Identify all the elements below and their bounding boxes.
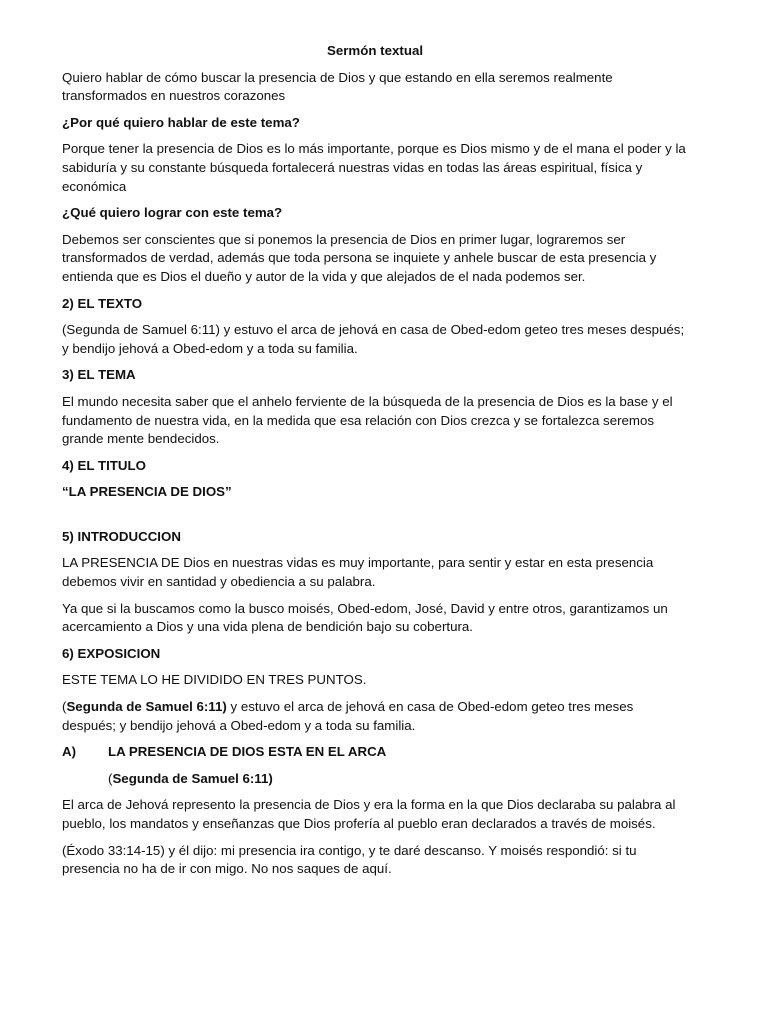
section-theme-body: El mundo necesita saber que el anhelo ferviente de la búsqueda de la presencia de Dios es la base y el fundamento de nuestra vida, en la medida que esa relación con Dios crezca y se fortalezca seremos grande mente bendecidos.	[62, 393, 673, 447]
section-intro-heading: 5) INTRODUCCION	[62, 528, 181, 544]
section-text-heading: 2) EL TEXTO	[62, 295, 143, 311]
question-goal-heading: ¿Qué quiero lograr con este tema?	[62, 205, 283, 221]
document-title: Sermón textual	[326, 43, 424, 58]
sermon-title: “LA PRESENCIA DE DIOS”	[62, 484, 232, 500]
blank-line	[62, 510, 688, 528]
point-a-reference-text: Segunda de Samuel 6:11)	[112, 770, 273, 786]
intro-paragraph: Quiero hablar de cómo buscar la presencia de Dios y que estando en ella seremos realmente transformados en nuestros corazones	[62, 69, 613, 104]
point-a-heading	[62, 743, 688, 762]
section-text-body: (Segunda de Samuel 6:11) y estuvo el arca de jehová en casa de Obed-edom geteo tres meses después; y bendijo jehová a Obed-edom y a toda su familia.	[62, 322, 685, 356]
point-a-reference	[62, 770, 688, 789]
section-intro-paragraph-1: LA PRESENCIA DE Dios en nuestras vidas es muy importante, para sentir y estar en esta presencia debemos vivir en santidad y obediencia a su palabra.	[62, 555, 654, 590]
section-theme-heading: 3) EL TEMA	[62, 367, 136, 383]
point-a-paragraph-2: (Éxodo 33:14-15) y él dijo: mi presencia ira contigo, y te daré descanso. Y moisés respondió: si tu presencia no ha de ir con migo. No nos saques de aquí.	[62, 842, 637, 877]
reference-open-paren: (	[62, 699, 67, 715]
question-why-answer: Porque tener la presencia de Dios es lo más importante, porque es Dios mismo y de el mana el poder y la sabiduría y su constante búsqueda fortalecerá nuestras vidas en todas las áreas espiritual, física y económica	[62, 141, 686, 194]
reference-text: y estuvo el arca de jehová en casa de Obed-edom geteo tres meses después; y bendijo jehová a Obed-edom y a toda su familia.	[62, 699, 634, 733]
point-a-letter: A)	[62, 744, 77, 760]
section-exposition-heading: 6) EXPOSICION	[62, 645, 161, 661]
section-exposition-reference-paragraph	[62, 698, 688, 735]
section-intro-paragraph-2: Ya que si la buscamos como la busco moisés, Obed-edom, José, David y entre otros, garantizamos un acercamiento a Dios y una vida plena de bendición bajo su cobertura.	[62, 600, 668, 635]
section-title-heading: 4) EL TITULO	[62, 457, 146, 473]
point-a-reference-open: (	[108, 770, 113, 786]
question-goal-answer: Debemos ser conscientes que si ponemos la presencia de Dios en primer lugar, lograremos ser transformados de verdad, además que toda persona se inquiete y anhele buscar de esta presencia y entienda que es Dios el dueño y autor de la vida y que alejados de el nada podemos ser.	[62, 231, 657, 284]
point-a-paragraph-1: El arca de Jehová represento la presencia de Dios y era la forma en la que Dios declaraba su palabra al pueblo, los mandatos y enseñanzas que Dios profería al pueblo eran declarados a través de moisés.	[62, 797, 676, 831]
point-a-title: LA PRESENCIA DE DIOS ESTA EN EL ARCA	[108, 744, 387, 760]
bible-reference: Segunda de Samuel 6:11)	[66, 699, 227, 715]
question-why-heading: ¿Por qué quiero hablar de este tema?	[62, 114, 300, 130]
section-exposition-paragraph: ESTE TEMA LO HE DIVIDIDO EN TRES PUNTOS.	[62, 672, 367, 688]
